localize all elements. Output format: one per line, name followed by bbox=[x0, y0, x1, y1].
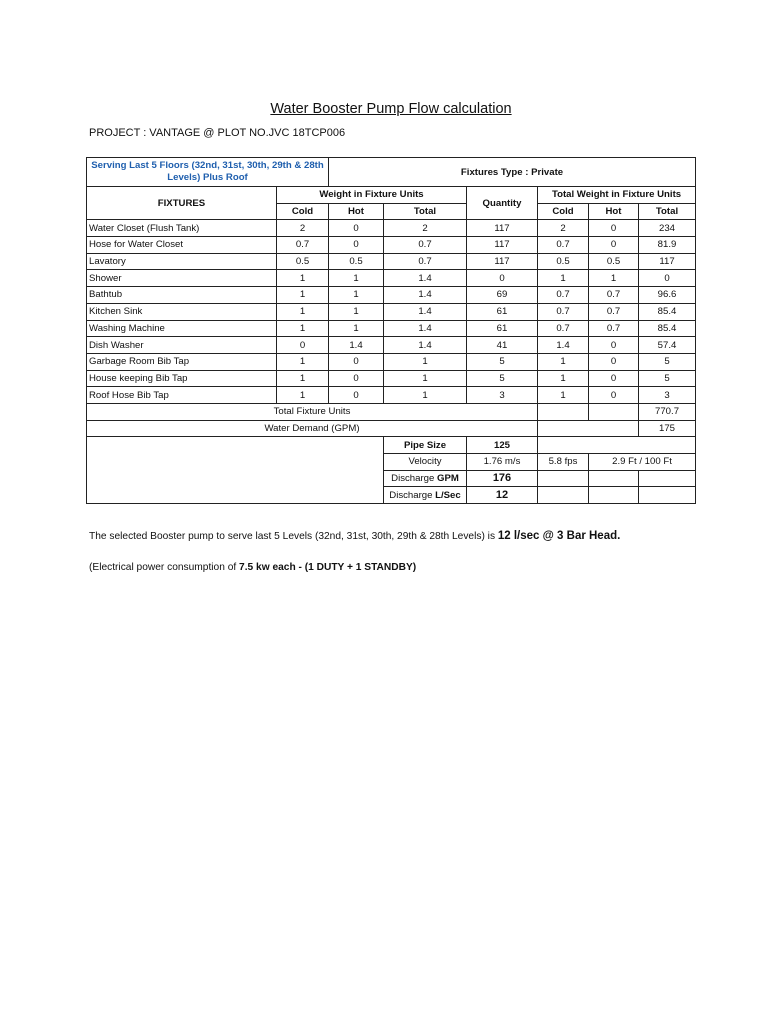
empty-cell bbox=[639, 487, 696, 504]
fixture-name: Lavatory bbox=[87, 253, 277, 270]
power-emphasis: 7.5 kw each - (1 DUTY + 1 STANDBY) bbox=[239, 562, 417, 573]
fixture-row bbox=[87, 270, 696, 287]
fixture-total-hot: 0 bbox=[589, 370, 639, 387]
fixture-total-cold: 0.7 bbox=[538, 303, 589, 320]
fixture-cold: 0 bbox=[277, 337, 329, 354]
fixture-cold: 1 bbox=[277, 303, 329, 320]
fixture-cold: 1 bbox=[277, 320, 329, 337]
discharge-gpm-value: 176 bbox=[467, 470, 538, 487]
total-hot-header: Hot bbox=[589, 203, 639, 220]
water-demand-label: Water Demand (GPM) bbox=[87, 420, 538, 437]
fixture-total-cold: 2 bbox=[538, 220, 589, 237]
fixture-total: 1.4 bbox=[384, 337, 467, 354]
water-demand-row bbox=[87, 420, 696, 437]
discharge-unit: GPM bbox=[437, 473, 459, 485]
fixture-total-total: 5 bbox=[639, 370, 696, 387]
fixture-row bbox=[87, 370, 696, 387]
conclusion-body: The selected Booster pump to serve last 5 Levels (32nd, 31st, 30th, 29th & 28th Levels) is bbox=[89, 531, 498, 542]
water-demand-value: 175 bbox=[639, 420, 696, 437]
project-line: PROJECT : VANTAGE @ PLOT NO.JVC 18TCP006 bbox=[89, 127, 346, 139]
total-fixture-units-label: Total Fixture Units bbox=[87, 403, 538, 420]
fixture-hot: 0 bbox=[329, 370, 384, 387]
fixture-total: 1 bbox=[384, 370, 467, 387]
fixture-quantity: 41 bbox=[467, 337, 538, 354]
fixture-total: 1 bbox=[384, 353, 467, 370]
fixture-total-hot: 0 bbox=[589, 220, 639, 237]
total-total-header: Total bbox=[639, 203, 696, 220]
empty-cell bbox=[538, 470, 589, 487]
fixture-total-cold: 0.7 bbox=[538, 320, 589, 337]
header-row-1 bbox=[87, 158, 696, 187]
cold-header: Cold bbox=[277, 203, 329, 220]
fixture-quantity: 3 bbox=[467, 387, 538, 404]
friction-loss: 2.9 Ft / 100 Ft bbox=[589, 454, 696, 471]
fixture-name: Hose for Water Closet bbox=[87, 237, 277, 254]
fixture-row bbox=[87, 353, 696, 370]
fixture-total-hot: 1 bbox=[589, 270, 639, 287]
fixture-total: 2 bbox=[384, 220, 467, 237]
fixture-hot: 0 bbox=[329, 220, 384, 237]
fixture-total: 1.4 bbox=[384, 287, 467, 304]
pipe-size-label: Pipe Size bbox=[384, 437, 467, 454]
fixture-name: Dish Washer bbox=[87, 337, 277, 354]
fixture-total-total: 85.4 bbox=[639, 303, 696, 320]
fixture-hot: 0 bbox=[329, 353, 384, 370]
fixture-total-hot: 0.7 bbox=[589, 287, 639, 304]
total-fixture-units-row bbox=[87, 403, 696, 420]
total-weight-header: Total Weight in Fixture Units bbox=[538, 187, 696, 204]
fixture-total-total: 117 bbox=[639, 253, 696, 270]
fixture-total-cold: 1 bbox=[538, 270, 589, 287]
fixture-quantity: 5 bbox=[467, 353, 538, 370]
discharge-ls-label bbox=[384, 487, 467, 504]
fixture-hot: 1 bbox=[329, 303, 384, 320]
fixture-total-cold: 1.4 bbox=[538, 337, 589, 354]
fixture-total-total: 96.6 bbox=[639, 287, 696, 304]
fixture-hot: 0 bbox=[329, 237, 384, 254]
fixture-total: 0.7 bbox=[384, 237, 467, 254]
total-cold-header: Cold bbox=[538, 203, 589, 220]
fixture-name: Water Closet (Flush Tank) bbox=[87, 220, 277, 237]
hot-header: Hot bbox=[329, 203, 384, 220]
fixture-cold: 1 bbox=[277, 353, 329, 370]
header-row-2 bbox=[87, 187, 696, 204]
fixture-name: Garbage Room Bib Tap bbox=[87, 353, 277, 370]
fixtures-type-cell: Fixtures Type : Private bbox=[329, 158, 696, 187]
fixture-name: House keeping Bib Tap bbox=[87, 370, 277, 387]
velocity-label: Velocity bbox=[384, 454, 467, 471]
fixture-total-total: 85.4 bbox=[639, 320, 696, 337]
fixture-total-hot: 0.5 bbox=[589, 253, 639, 270]
discharge-unit: L/Sec bbox=[435, 489, 461, 501]
empty-cell bbox=[589, 487, 639, 504]
fixture-cold: 0.5 bbox=[277, 253, 329, 270]
fixtures-header: FIXTURES bbox=[87, 187, 277, 220]
power-consumption-text bbox=[89, 562, 416, 573]
fixture-total: 0.7 bbox=[384, 253, 467, 270]
fixture-total-hot: 0 bbox=[589, 387, 639, 404]
fixture-total: 1.4 bbox=[384, 303, 467, 320]
fixture-total-hot: 0 bbox=[589, 237, 639, 254]
fixture-name: Kitchen Sink bbox=[87, 303, 277, 320]
fixture-total-total: 0 bbox=[639, 270, 696, 287]
empty-cell bbox=[589, 470, 639, 487]
conclusion-emphasis: 12 l/sec @ 3 Bar Head bbox=[497, 530, 618, 542]
serving-floors-cell: Serving Last 5 Floors (32nd, 31st, 30th, 29th & 28th Levels) Plus Roof bbox=[87, 158, 329, 187]
fixture-name: Shower bbox=[87, 270, 277, 287]
fixture-total-cold: 1 bbox=[538, 370, 589, 387]
fixture-cold: 1 bbox=[277, 387, 329, 404]
conclusion-end: . bbox=[617, 530, 621, 542]
fixture-row bbox=[87, 337, 696, 354]
fixture-quantity: 0 bbox=[467, 270, 538, 287]
fixture-quantity: 5 bbox=[467, 370, 538, 387]
fixture-total-total: 57.4 bbox=[639, 337, 696, 354]
fixture-name: Roof Hose Bib Tap bbox=[87, 387, 277, 404]
fixture-total-cold: 0.7 bbox=[538, 287, 589, 304]
fixture-calculation-table bbox=[86, 157, 696, 504]
fixture-total: 1.4 bbox=[384, 270, 467, 287]
fixture-quantity: 117 bbox=[467, 253, 538, 270]
fixture-quantity: 61 bbox=[467, 320, 538, 337]
empty-cell bbox=[589, 403, 639, 420]
discharge-gpm-label bbox=[384, 470, 467, 487]
empty-cell bbox=[639, 470, 696, 487]
fixture-cold: 0.7 bbox=[277, 237, 329, 254]
fixture-quantity: 69 bbox=[467, 287, 538, 304]
weight-header: Weight in Fixture Units bbox=[277, 187, 467, 204]
fixture-name: Bathtub bbox=[87, 287, 277, 304]
fixture-row bbox=[87, 287, 696, 304]
fixture-hot: 1.4 bbox=[329, 337, 384, 354]
fixture-total-cold: 0.5 bbox=[538, 253, 589, 270]
velocity-fps: 5.8 fps bbox=[538, 454, 589, 471]
fixture-row bbox=[87, 320, 696, 337]
empty-cell bbox=[538, 403, 589, 420]
fixture-total-total: 5 bbox=[639, 353, 696, 370]
fixture-quantity: 117 bbox=[467, 220, 538, 237]
fixture-quantity: 61 bbox=[467, 303, 538, 320]
fixture-cold: 1 bbox=[277, 287, 329, 304]
total-header: Total bbox=[384, 203, 467, 220]
fixture-total-cold: 0.7 bbox=[538, 237, 589, 254]
fixture-name: Washing Machine bbox=[87, 320, 277, 337]
power-body: (Electrical power consumption of bbox=[89, 562, 240, 573]
fixture-total: 1 bbox=[384, 387, 467, 404]
fixture-total-cold: 1 bbox=[538, 353, 589, 370]
fixture-hot: 1 bbox=[329, 320, 384, 337]
empty-cell bbox=[538, 437, 696, 454]
fixture-total-total: 81.9 bbox=[639, 237, 696, 254]
fixture-total: 1.4 bbox=[384, 320, 467, 337]
fixture-hot: 1 bbox=[329, 287, 384, 304]
conclusion-text bbox=[89, 530, 620, 542]
empty-cell bbox=[538, 420, 639, 437]
fixture-total-hot: 0.7 bbox=[589, 320, 639, 337]
fixture-hot: 0 bbox=[329, 387, 384, 404]
pipe-size-value: 125 bbox=[467, 437, 538, 454]
total-fixture-units-value: 770.7 bbox=[639, 403, 696, 420]
fixture-hot: 0.5 bbox=[329, 253, 384, 270]
fixture-row bbox=[87, 303, 696, 320]
fixture-total-cold: 1 bbox=[538, 387, 589, 404]
empty-cell bbox=[538, 487, 589, 504]
fixture-row bbox=[87, 220, 696, 237]
fixture-cold: 1 bbox=[277, 270, 329, 287]
fixture-quantity: 117 bbox=[467, 237, 538, 254]
fixture-total-total: 3 bbox=[639, 387, 696, 404]
pipe-size-row bbox=[87, 437, 696, 454]
fixture-row bbox=[87, 387, 696, 404]
fixture-row bbox=[87, 253, 696, 270]
document-title: Water Booster Pump Flow calculation bbox=[270, 101, 512, 117]
fixture-total-hot: 0 bbox=[589, 337, 639, 354]
fixture-hot: 1 bbox=[329, 270, 384, 287]
velocity-ms: 1.76 m/s bbox=[467, 454, 538, 471]
blank-block bbox=[87, 437, 384, 504]
quantity-header: Quantity bbox=[467, 187, 538, 220]
discharge-prefix: Discharge bbox=[389, 489, 436, 501]
discharge-ls-value: 12 bbox=[467, 487, 538, 504]
fixture-total-hot: 0.7 bbox=[589, 303, 639, 320]
fixture-total-hot: 0 bbox=[589, 353, 639, 370]
fixture-total-total: 234 bbox=[639, 220, 696, 237]
fixture-cold: 2 bbox=[277, 220, 329, 237]
fixture-cold: 1 bbox=[277, 370, 329, 387]
discharge-prefix: Discharge bbox=[391, 473, 437, 485]
fixture-row bbox=[87, 237, 696, 254]
